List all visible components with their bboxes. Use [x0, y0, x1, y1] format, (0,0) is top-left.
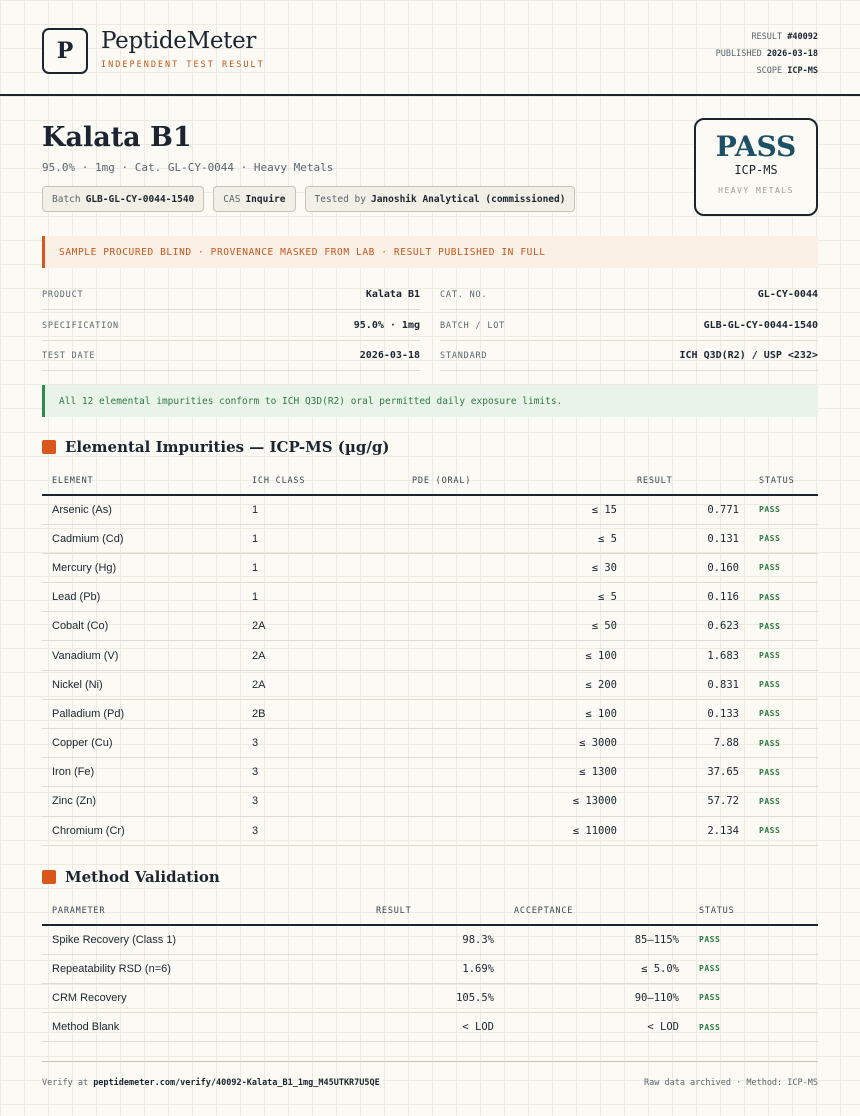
- table-cell: ≤ 1300: [402, 758, 627, 787]
- table-cell: 1: [242, 524, 402, 553]
- info-value: 95.0% · 1mg: [353, 320, 420, 331]
- procurement-banner: SAMPLE PROCURED BLIND · PROVENANCE MASKED FROM LAB · RESULT PUBLISHED IN FULL: [42, 236, 818, 268]
- info-value: Kalata B1: [365, 289, 420, 300]
- table-cell: 2A: [242, 641, 402, 670]
- table-row: [42, 524, 818, 553]
- status-badge: PASS: [749, 612, 818, 641]
- col-header: ICH CLASS: [242, 467, 402, 495]
- result-label: RESULT: [751, 32, 783, 42]
- table-cell: 2B: [242, 699, 402, 728]
- table-cell: 1.69%: [366, 954, 504, 983]
- col-header: STATUS: [749, 467, 818, 495]
- info-label: BATCH / LOT: [440, 320, 506, 331]
- table-cell: 2A: [242, 670, 402, 699]
- table-cell: 57.72: [627, 787, 749, 816]
- table-cell: 1: [242, 583, 402, 612]
- result-number: #40092: [787, 32, 818, 42]
- table-cell: Cadmium (Cd): [42, 524, 242, 553]
- info-label: CAT. NO.: [440, 289, 488, 300]
- impurities-table: [42, 467, 818, 846]
- batch-chip: [42, 186, 204, 212]
- report-meta: [716, 29, 818, 80]
- table-row: [42, 954, 818, 983]
- table-cell: < LOD: [504, 1013, 689, 1042]
- status-badge: PASS: [749, 583, 818, 612]
- col-header: RESULT: [627, 467, 749, 495]
- table-cell: ≤ 200: [402, 670, 627, 699]
- status-badge: PASS: [689, 954, 818, 983]
- table-cell: ≤ 13000: [402, 787, 627, 816]
- table-row: [42, 787, 818, 816]
- info-value: GL-CY-0044: [757, 289, 818, 300]
- table-header-row: [42, 897, 818, 925]
- section-marker-icon: [42, 440, 56, 454]
- status-badge: PASS: [689, 925, 818, 954]
- chip-label: Batch: [52, 193, 81, 205]
- table-cell: 3: [242, 729, 402, 758]
- impurities-title: Elemental Impurities — ICP-MS (µg/g): [65, 438, 390, 456]
- status-badge: PASS: [689, 983, 818, 1012]
- cas-chip: [213, 186, 295, 212]
- published-label: PUBLISHED: [715, 49, 762, 59]
- chip-value: Inquire: [245, 193, 286, 205]
- table-row: [42, 583, 818, 612]
- product-subtitle: 95.0% · 1mg · Cat. GL-CY-0044 · Heavy Metals: [42, 161, 334, 174]
- impurities-heading: [42, 438, 389, 456]
- validation-table: [42, 897, 818, 1042]
- verify-link[interactable]: peptidemeter.com/verify/40092-Kalata_B1_1mg_M45UTKR7U5QE: [93, 1078, 380, 1088]
- scope-value: ICP-MS: [787, 66, 818, 76]
- table-cell: 105.5%: [366, 983, 504, 1012]
- verdict-method: ICP-MS: [734, 163, 778, 177]
- info-row: [42, 311, 420, 341]
- table-row: [42, 925, 818, 954]
- table-row: [42, 670, 818, 699]
- table-cell: Zinc (Zn): [42, 787, 242, 816]
- verdict-scope: HEAVY METALS: [718, 186, 794, 195]
- report-header: [0, 0, 860, 96]
- published-date: 2026-03-18: [766, 49, 818, 59]
- table-row: [42, 729, 818, 758]
- footer-divider: [42, 1061, 818, 1062]
- table-cell: 85–115%: [504, 925, 689, 954]
- col-header: PARAMETER: [42, 897, 366, 925]
- section-marker-icon: [42, 870, 56, 884]
- info-value: ICH Q3D(R2) / USP <232>: [679, 350, 818, 361]
- table-cell: Mercury (Hg): [42, 553, 242, 582]
- scope-label: SCOPE: [756, 66, 783, 76]
- status-badge: PASS: [749, 524, 818, 553]
- table-cell: 3: [242, 787, 402, 816]
- table-cell: 0.133: [627, 699, 749, 728]
- table-cell: CRM Recovery: [42, 983, 366, 1012]
- table-row: [42, 1013, 818, 1042]
- status-badge: PASS: [749, 553, 818, 582]
- status-badge: PASS: [749, 758, 818, 787]
- col-header: STATUS: [689, 897, 818, 925]
- info-label: STANDARD: [440, 350, 488, 361]
- table-cell: ≤ 100: [402, 699, 627, 728]
- product-title: Kalata B1: [42, 122, 192, 153]
- table-cell: 2A: [242, 612, 402, 641]
- verdict-stamp: [694, 118, 818, 216]
- table-row: [42, 816, 818, 845]
- table-row: [42, 983, 818, 1012]
- table-cell: 3: [242, 758, 402, 787]
- table-cell: 98.3%: [366, 925, 504, 954]
- table-cell: Iron (Fe): [42, 758, 242, 787]
- status-badge: PASS: [749, 670, 818, 699]
- table-row: [42, 641, 818, 670]
- table-cell: Chromium (Cr): [42, 816, 242, 845]
- col-header: PDE (ORAL): [402, 467, 627, 495]
- table-cell: Palladium (Pd): [42, 699, 242, 728]
- info-label: PRODUCT: [42, 289, 84, 300]
- table-cell: Cobalt (Co): [42, 612, 242, 641]
- info-row: [42, 280, 420, 310]
- verdict-word: PASS: [715, 130, 797, 163]
- table-cell: ≤ 30: [402, 553, 627, 582]
- info-label: SPECIFICATION: [42, 320, 119, 331]
- col-header: RESULT: [366, 897, 504, 925]
- verify-prefix: Verify at: [42, 1078, 89, 1088]
- table-cell: 0.116: [627, 583, 749, 612]
- table-header-row: [42, 467, 818, 495]
- table-cell: Spike Recovery (Class 1): [42, 925, 366, 954]
- chip-label: CAS: [223, 193, 241, 205]
- table-cell: 0.831: [627, 670, 749, 699]
- brand-logo: P: [42, 28, 88, 74]
- status-badge: PASS: [689, 1013, 818, 1042]
- status-badge: PASS: [749, 641, 818, 670]
- table-cell: Arsenic (As): [42, 495, 242, 524]
- table-row: [42, 758, 818, 787]
- col-header: ELEMENT: [42, 467, 242, 495]
- table-cell: 90–110%: [504, 983, 689, 1012]
- info-row: [440, 311, 818, 341]
- chip-label: Tested by: [314, 193, 366, 205]
- table-cell: 7.88: [627, 729, 749, 758]
- brand-name: PeptideMeter: [101, 28, 257, 54]
- validation-title: Method Validation: [65, 868, 220, 886]
- table-cell: ≤ 3000: [402, 729, 627, 758]
- tested-by-chip: [305, 186, 576, 212]
- table-cell: Copper (Cu): [42, 729, 242, 758]
- table-cell: 2.134: [627, 816, 749, 845]
- table-cell: 0.623: [627, 612, 749, 641]
- table-cell: 1: [242, 495, 402, 524]
- table-cell: 3: [242, 816, 402, 845]
- archive-note: Raw data archived · Method: ICP-MS: [644, 1078, 818, 1088]
- table-cell: ≤ 11000: [402, 816, 627, 845]
- table-cell: ≤ 5: [402, 583, 627, 612]
- brand-tagline: INDEPENDENT TEST RESULT: [101, 60, 265, 70]
- table-row: [42, 553, 818, 582]
- table-cell: 0.160: [627, 553, 749, 582]
- table-cell: < LOD: [366, 1013, 504, 1042]
- status-badge: PASS: [749, 816, 818, 845]
- product-chips: [42, 186, 575, 212]
- info-value: 2026-03-18: [359, 350, 420, 361]
- table-row: [42, 699, 818, 728]
- table-cell: 1.683: [627, 641, 749, 670]
- table-cell: Nickel (Ni): [42, 670, 242, 699]
- table-cell: ≤ 5: [402, 524, 627, 553]
- status-badge: PASS: [749, 787, 818, 816]
- table-cell: 0.131: [627, 524, 749, 553]
- status-badge: PASS: [749, 729, 818, 758]
- table-cell: ≤ 50: [402, 612, 627, 641]
- conformance-note: All 12 elemental impurities conform to ICH Q3D(R2) oral permitted daily exposure limits.: [42, 385, 818, 417]
- table-cell: Lead (Pb): [42, 583, 242, 612]
- info-row: [42, 341, 420, 371]
- table-cell: ≤ 5.0%: [504, 954, 689, 983]
- validation-heading: [42, 868, 220, 886]
- table-cell: 0.771: [627, 495, 749, 524]
- table-cell: Vanadium (V): [42, 641, 242, 670]
- table-cell: Method Blank: [42, 1013, 366, 1042]
- table-cell: Repeatability RSD (n=6): [42, 954, 366, 983]
- col-header: ACCEPTANCE: [504, 897, 689, 925]
- table-row: [42, 612, 818, 641]
- status-badge: PASS: [749, 699, 818, 728]
- table-cell: 1: [242, 553, 402, 582]
- info-value: GLB-GL-CY-0044-1540: [703, 320, 818, 331]
- verify-line: [42, 1078, 380, 1088]
- info-row: [440, 280, 818, 310]
- table-cell: ≤ 100: [402, 641, 627, 670]
- chip-value: GLB-GL-CY-0044-1540: [85, 193, 195, 205]
- info-row: [440, 341, 818, 371]
- table-cell: ≤ 15: [402, 495, 627, 524]
- status-badge: PASS: [749, 495, 818, 524]
- table-cell: 37.65: [627, 758, 749, 787]
- chip-value: Janoshik Analytical (commissioned): [370, 193, 566, 205]
- table-row: [42, 495, 818, 524]
- info-label: TEST DATE: [42, 350, 96, 361]
